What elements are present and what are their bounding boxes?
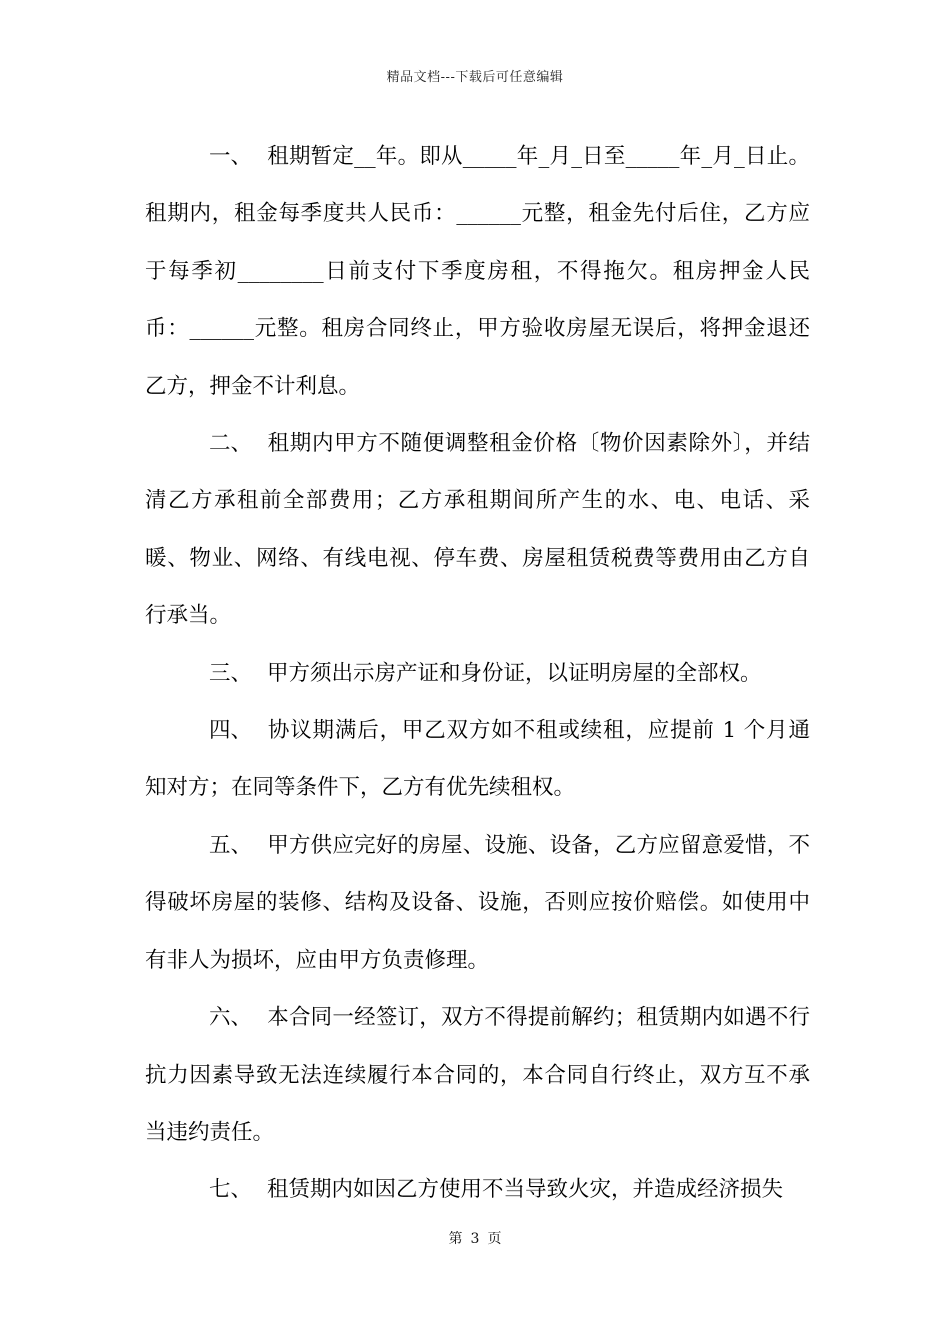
clause-number: 五、	[209, 832, 253, 858]
clause-text: 甲方供应完好的房屋、设施、设备，乙方应留意爱惜，不得破坏房屋的装修、结构及设备、设施，否则应按价赔偿。如使用中有非人为损坏，应由甲方负责修理。	[145, 832, 810, 973]
clause-number: 四、	[209, 718, 253, 744]
clause-7	[145, 1161, 810, 1218]
document-body	[145, 128, 810, 1219]
page-suffix: 页	[487, 1231, 502, 1247]
clause-number: 三、	[209, 660, 253, 686]
clause-6	[145, 989, 810, 1161]
clause-1	[145, 128, 810, 415]
clause-number: 六、	[209, 1005, 253, 1031]
clause-text: 本合同一经签订，双方不得提前解约；租赁期内如遇不行抗力因素导致无法连续履行本合同的，本合同自行终止，双方互不承当违约责任。	[145, 1005, 810, 1145]
clause-number: 一、	[209, 144, 253, 169]
clause-text: 租赁期内如因乙方使用不当导致火灾，并造成经济损失	[267, 1177, 784, 1203]
page-header: 精品文档---下载后可任意编辑	[386, 70, 564, 85]
page-footer	[0, 1228, 950, 1248]
page-prefix: 第	[448, 1231, 463, 1247]
clause-text: 租期暂定__年。即从_____年_月_日至_____年_月_日止。租期内，租金每季度共人民币：______元整，租金先付后住，乙方应于每季初________日前支付下季度房租，不得拖欠。租房押金人民币：______元整。租房合同终止，甲方验收房屋无误后，将押金退还乙方，押金不计利息。	[145, 144, 810, 399]
clause-number: 七、	[209, 1177, 253, 1203]
clause-text: 甲方须出示房产证和身份证，以证明房屋的全部权。	[267, 660, 762, 686]
clause-4	[145, 702, 810, 817]
clause-3	[145, 645, 810, 702]
clause-5	[145, 817, 810, 989]
clause-text: 协议期满后，甲乙双方如不租或续租，应提前 1 个月通知对方；在同等条件下，乙方有优先续租权。	[145, 718, 810, 801]
clause-2	[145, 415, 810, 645]
page-number: 3	[470, 1231, 480, 1247]
clause-text: 租期内甲方不随便调整租金价格〔物价因素除外〕，并结清乙方承租前全部费用；乙方承租期间所产生的水、电、电话、采暖、物业、网络、有线电视、停车费、房屋租赁税费等费用由乙方自行承当。	[145, 431, 810, 629]
clause-number: 二、	[209, 431, 253, 457]
